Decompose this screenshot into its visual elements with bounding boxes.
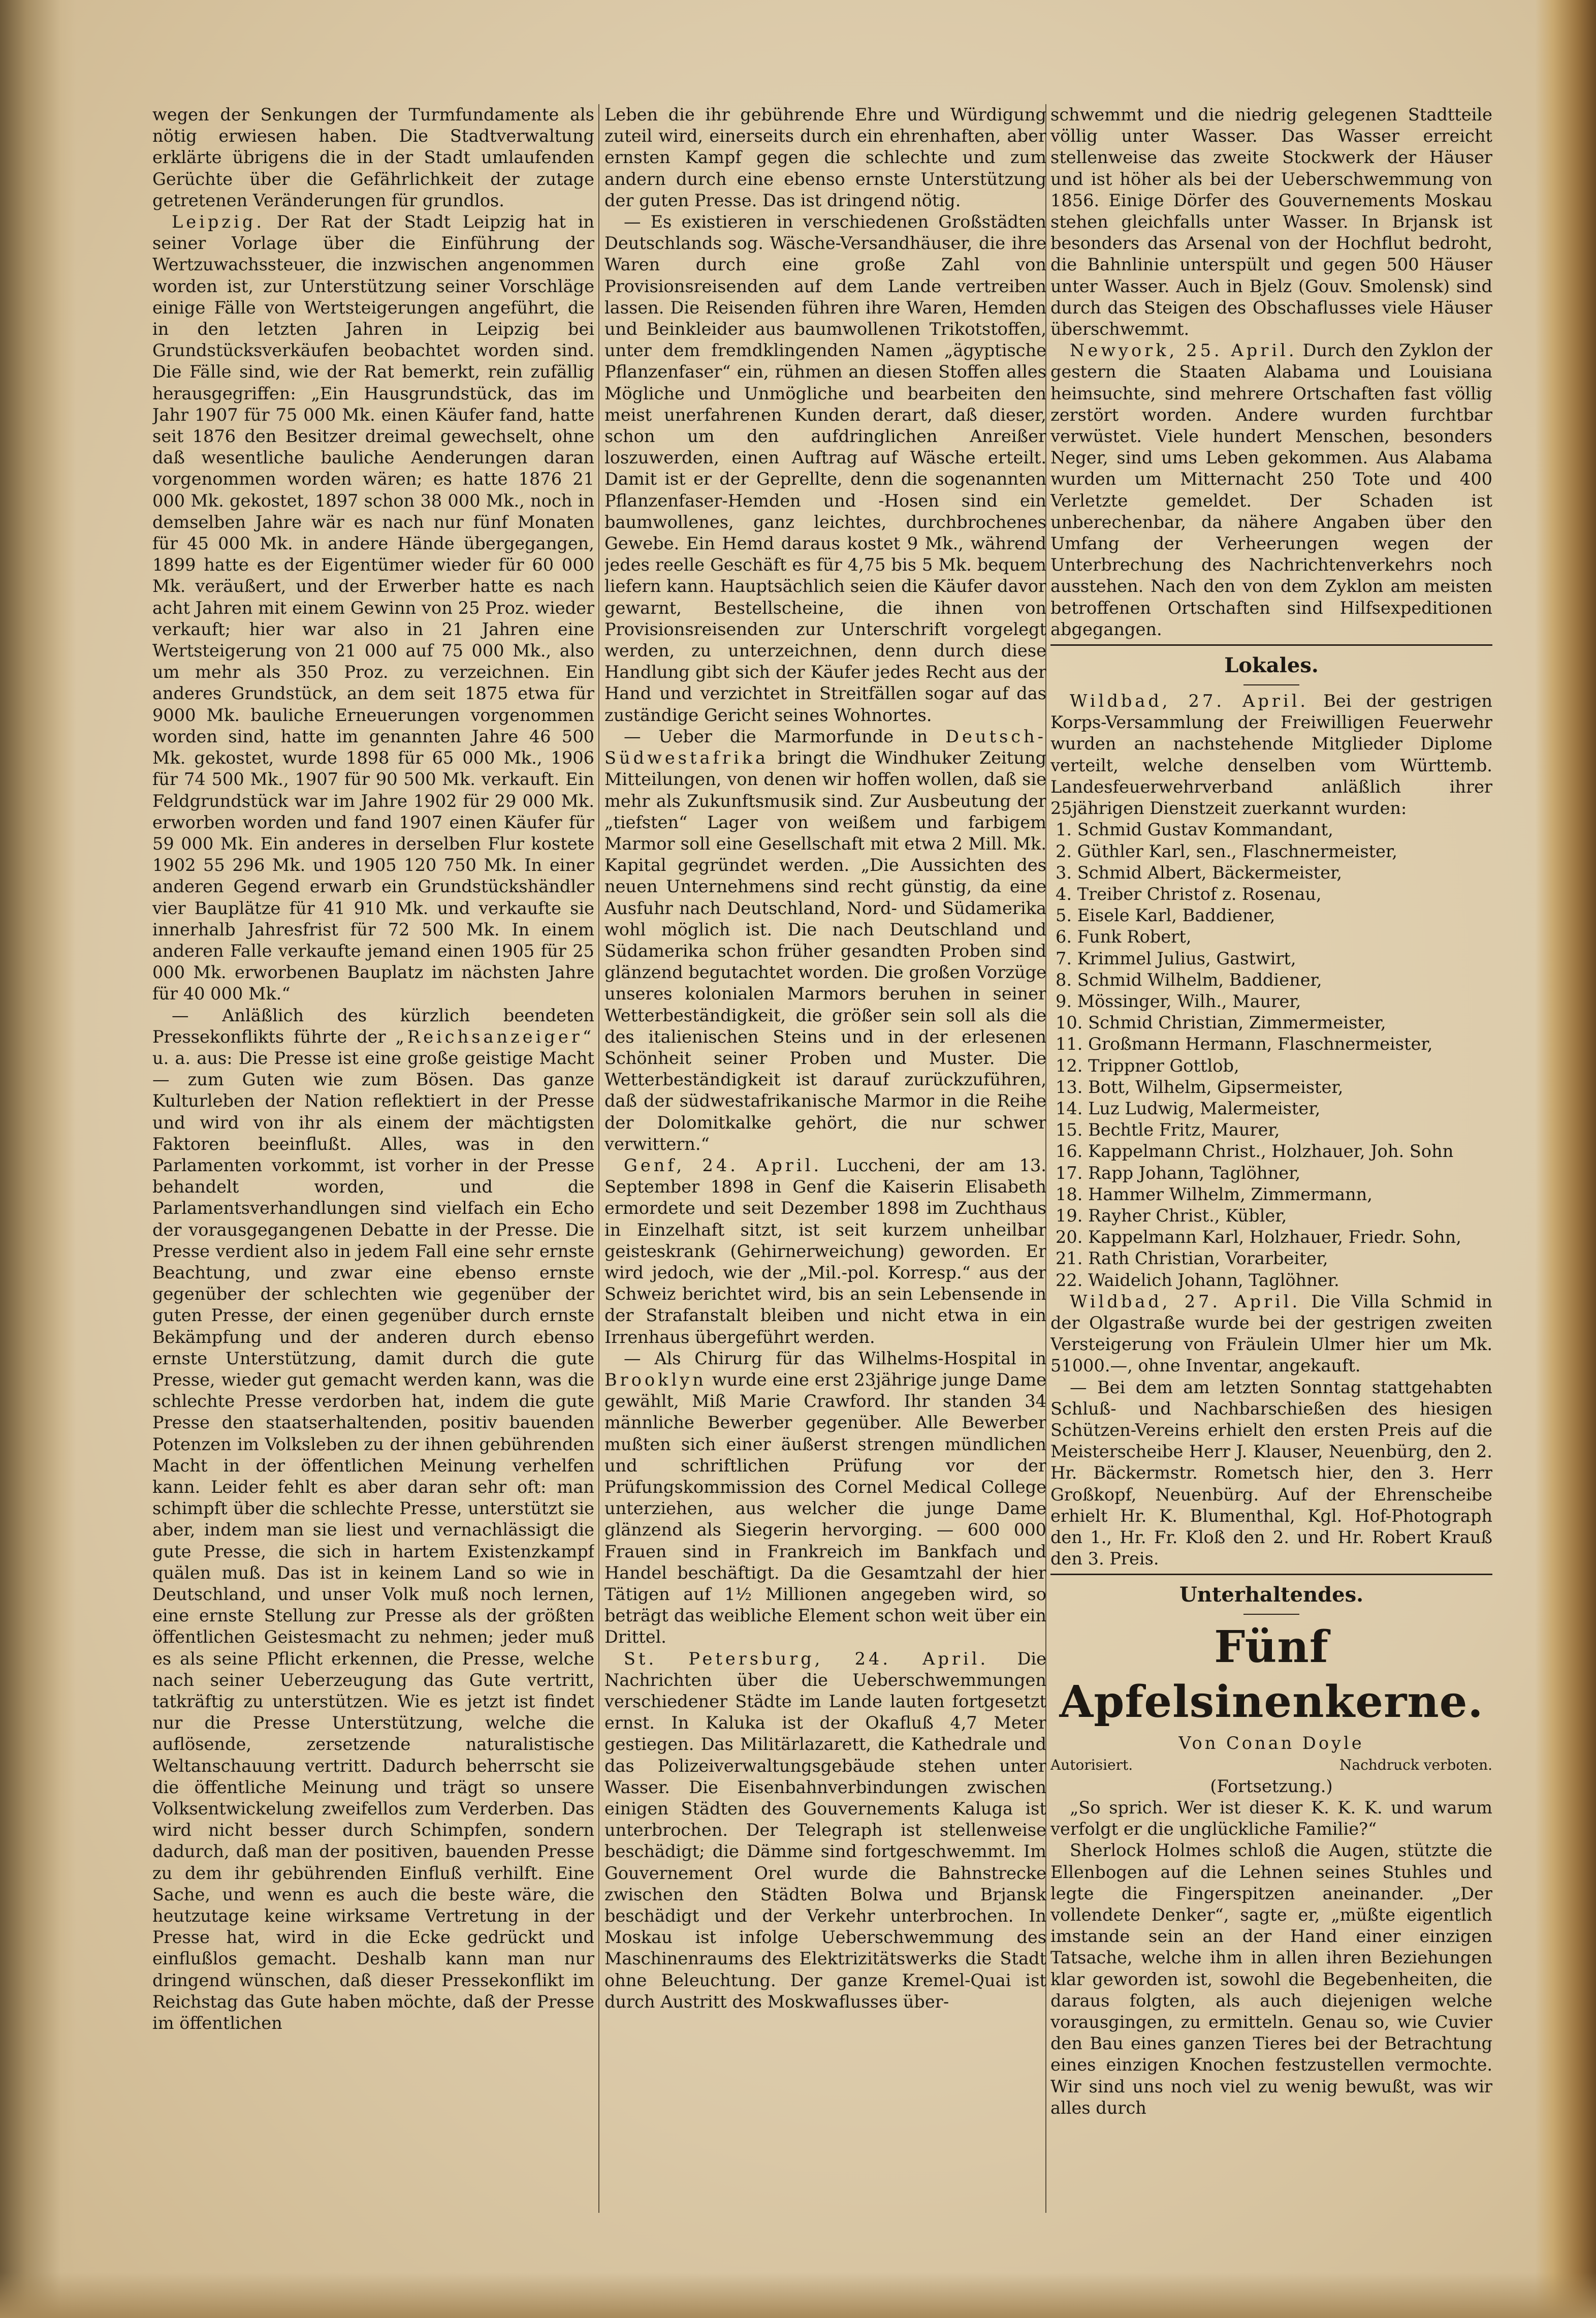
article-villa (1050, 1291, 1492, 1377)
list-item: 21. Rath Christian, Vorarbeiter, (1056, 1248, 1328, 1269)
list-item: 8. Schmid Wilhelm, Baddiener, (1056, 969, 1322, 990)
article-brooklyn (604, 1348, 1046, 1648)
article-text: Bei der gestrigen Korps-Versammlung der Freiwilligen Feuerwehr wurden an nachstehende Mitglieder Diplome verteilt, welche denselben vom Württemb. Landesfeuerwehrverband anläßlich ihrer 25jährigen Dienstzeit zuerkannt wurden: (1050, 691, 1492, 819)
article-text: — Anläßlich des kürzlich beendeten Pressekonflikts führte der (152, 1005, 594, 1047)
article-waesche: — Es existieren in verschiedenen Großstädten Deutschlands sog. Wäsche-Versandhäuser, die ihre Waren durch eine große Zahl von Provisionsreisenden auf dem Lande vertreiben lassen. Die Reisenden führen ihre Waren, Hemden und Beinkleider aus baumwollenen Trikotstoffen, unter dem fremdklingenden Namen „ägyptische Pflanzenfaser“ ein, rühmen an diesen Stoffen alles Mögliche und Unmögliche und bearbeiten den meist unerfahrenen Kunden derart, daß dieser, schon um den aufdringlichen Anreißer loszuwerden, einen Auftrag auf Wäsche erteilt. Damit ist er der Geprellte, denn die sogenannten Pflanzenfaser-Hemden und -Hosen sind ein baumwollenes, ganz leichtes, durchbrochenes Gewebe. Ein Hemd daraus kostet 9 Mk., während jedes reelle Geschäft es für 4,75 bis 5 Mk. bequem liefern kann. Hauptsächlich seien die Käufer davor gewarnt, Bestellscheine, die ihnen von Provisionsreisenden zur Unterschrift vorgelegt werden, zu unterzeichnen, denn durch diese Handlung gibt sich der Käufer jedes Recht aus der Hand und verzichtet in Streitfällen sogar auf das zuständige Gericht seines Wohnortes. (604, 212, 1046, 725)
list-item: 13. Bott, Wilhelm, Gipsermeister, (1056, 1077, 1344, 1097)
story-text: Sherlock Holmes schloß die Augen, stützte die Ellenbogen auf die Lehnen seines Stuhles und legte die Fingerspitzen aneinander. „Der vollendete Denker“, sagte er, „müßte eigentlich imstande sein an der Hand einer einzigen Tatsache, welche ihm in allen ihren Beziehungen klar geworden ist, sowohl die Begebenheiten, die daraus folgten, als auch diejenigen welche vorausgingen, zu ermitteln. Genau so, wie Cuvier den Bau eines ganzen Tieres bei der Betrachtung eines einzigen Knochen festzustellen vermochte. Wir sind uns noch viel zu wenig bewußt, was wir alles durch (1050, 1840, 1492, 2118)
list-item: 16. Kappelmann Christ., Holzhauer, Joh. Sohn (1056, 1141, 1454, 1162)
list-item: 14. Luz Ludwig, Malermeister, (1056, 1098, 1321, 1118)
article-text: schwemmt und die niedrig gelegenen Stadtteile völlig unter Wasser. Das Wasser erreicht stellenweise das zweite Stockwerk der Häuser und ist höher als bei der Ueberschwemmung von 1856. Einige Dörfer des Gouvernements Moskau stehen gleichfalls unter Wasser. In Brjansk ist besonders das Arsenal von der Hochflut bedroht, die Bahnlinie unterspült und gegen 500 Häuser unter Wasser. Auch in Bjelz (Gouv. Smolensk) sind durch das Steigen des Obschaflusses viele Häuser überschwemmt. (1050, 105, 1492, 339)
story-meta (1050, 1755, 1492, 1776)
dateline: Wildbad, 27. April. (1070, 691, 1309, 711)
article-genf (604, 1155, 1046, 1348)
column-1 (152, 104, 594, 2238)
heading-underline (1243, 1614, 1299, 1615)
honoree-list (1050, 819, 1492, 1291)
article-schuetzen: — Bei dem am letzten Sonntag stattgehabten Schluß- und Nachbarschießen des hiesigen Schützen-Vereins erhielt den ersten Preis auf die Meisterscheibe Herr J. Klauser, Neuenbürg, den 2. Hr. Bäckermstr. Rometsch hier, den 3. Herr Großkopf, Neuenbürg. Auf der Ehrenscheibe erhielt Hr. K. Blumenthal, Kgl. Hof-Photograph den 1., Hr. Fr. Kloß den 2. und Hr. Robert Krauß den 3. Preis. (1050, 1377, 1492, 1569)
article-text: Durch den Zyklon der gestern die Staaten Alabama und Louisiana heimsuchte, sind mehrere Ortschaften fast völlig zerstört worden. Andere wurden furchtbar verwüstet. Viele hundert Menschen, besonders Neger, sind ums Leben gekommen. Aus Alabama wurden um Mitternacht 250 Tote und 400 Verletzte gemeldet. Der Schaden ist unberechenbar, da nähere Angaben über den Umfang der Verheerungen wegen der Unterbrechung des Nachrichtenverkehrs noch ausstehen. Nach den von dem Zyklon am meisten betroffenen Ortschaften sind Hilfsexpeditionen abgegangen. (1050, 340, 1492, 639)
binding-gutter (0, 0, 76, 2318)
publication-name: „Reichsanzeiger“ (395, 1026, 594, 1047)
article-text: Der Rat der Stadt Leipzig hat in seiner Vorlage über die Einführung der Wertzuwachssteuer, die inzwischen angenommen worden ist, zur Unterstützung seiner Vorschläge einige Fälle von Wertsteigerungen angeführt, die in den letzten Jahren in Leipzig bei Grundstücksverkäufen beobachtet worden sind. Die Fälle sind, wie der Rat bemerkt, rein zufällig herausgegriffen: „Ein Hausgrundstück, das im Jahr 1907 für 75 000 Mk. einen Käufer fand, hatte seit 1876 den Besitzer dreimal gewechselt, ohne daß wesentliche bauliche Aenderungen daran vorgenommen worden wären; es hatte 1876 21 000 Mk. gekostet, 1897 schon 38 000 Mk., noch in demselben Jahre wär es nach nur fünf Monaten für 45 000 Mk. in andere Hände übergegangen, 1899 hatte es der Eigentümer wieder für 60 000 Mk. veräußert, und der Erwerber hatte es nach acht Jahren mit einem Gewinn von 25 Proz. wieder verkauft; hier war also in 21 Jahren eine Wertsteigerung von 21 000 auf 75 000 Mk., also um mehr als 350 Proz. zu verzeichnen. Ein anderes Grundstück, an dem seit 1875 etwa für 9000 Mk. bauliche Erneuerungen vorgenommen worden sind, hatte im genannten Jahre 46 500 Mk. gekostet, wurde 1898 für 65 000 Mk., 1906 für 74 500 Mk., 1907 für 90 500 Mk. verkauft. Ein Feldgrundstück war im Jahre 1902 für 29 000 Mk. erworben worden und fand 1907 einen Käufer für 59 000 Mk. Ein anderes in derselben Flur kostete 1902 55 296 Mk. und 1905 120 750 Mk. In einer anderen Gegend erwarb ein Grundstückshändler vier Bauplätze für 41 910 Mk. und verkaufte sie innerhalb Jahresfrist für 72 500 Mk. In einem anderen Falle verkaufte jemand einen 1905 für 25 000 Mk. erworbenen Bauplatz im nächsten Jahre für 40 000 Mk.“ (152, 212, 594, 1004)
list-item: 19. Rayher Christ., Kübler, (1056, 1205, 1287, 1226)
article-text: — Als Chirurg für das Wilhelms-Hospital in (624, 1348, 1046, 1368)
list-item: 18. Hammer Wilhelm, Zimmermann, (1056, 1184, 1372, 1204)
column-2 (604, 104, 1046, 2238)
authorized-note: Autorisiert. (1050, 1756, 1133, 1773)
column-3 (1050, 104, 1492, 2238)
continuation-note: (Fortsetzung.) (1210, 1776, 1333, 1796)
story-byline: Von Conan Doyle (1178, 1733, 1364, 1753)
dateline: Genf, 24. April. (624, 1155, 822, 1175)
article-text: bringt die Windhuker Zeitung Mitteilungen, von denen wir hoffen wollen, daß sie mehr als Zukunftsmusik sind. Zur Ausbeutung der „tiefsten“ Lager von weißem und farbigem Marmor soll eine Gesellschaft mit etwa 2 Mill. Mk. Kapital gegründet werden. „Die Aussichten des neuen Unternehmens sind recht günstig, da eine Ausfuhr nach Deutschland, Nord- und Südamerika wohl möglich ist. Die nach Deutschland und Südamerika schon früher gesandten Proben sind glänzend begutachtet worden. Die großen Vorzüge unseres kolonialen Marmors beruhen in seiner Wetterbeständigkeit, die größer sein soll als die des italienischen Steins und in der erlesenen Schönheit seiner Proben und Muster. Die Wetterbeständigkeit ist darauf zurückzuführen, daß der südwestafrikanische Marmor in die Reihe der Dolomitkalke gehört, die nur schwer verwittern.“ (604, 748, 1046, 1154)
article-leipzig (152, 211, 594, 1005)
article-feuerwehr (1050, 691, 1492, 819)
page-bottom-edge (0, 2272, 1596, 2318)
dateline: St. Petersburg, 24. April. (624, 1648, 989, 1669)
article-text: Die Nachrichten über die Ueberschwemmungen verschiedener Städte im Lande lauten fortgesetzt ernst. In Kaluka ist der Okafluß 4,7 Meter gestiegen. Das Militärlazarett, die Kathedrale und das Polizeiverwaltungsgebäude stehen unter Wasser. Die Eisenbahnverbindungen zwischen einigen Städten des Gouvernements Kaluga ist unterbrochen. Der Telegraph ist stellenweise beschädigt; die Dämme sind fortgeschwemmt. Im Gouvernement Orel wurde die Bahnstrecke zwischen den Städten Bolwa und Brjansk beschädigt und der Verkehr unterbrochen. In Moskau ist infolge Ueberschwemmung des Maschinenraums des Elektrizitätswerks die Stadt ohne Beleuchtung. Der ganze Kremel-Quai ist durch Austritt des Moskwaflusses über- (604, 1648, 1046, 2012)
dateline: Wildbad, 27. April. (1070, 1291, 1301, 1311)
column-rule-1 (598, 104, 599, 2213)
article-text: Leben die ihr gebührende Ehre und Würdigung zuteil wird, einerseits durch ein ehrenhaften, aber ernsten Kampf gegen die schlechte und zum andern durch eine ebenso ernste Unterstützung der guten Presse. Das ist dringend nötig. (604, 105, 1046, 210)
section-divider (1050, 644, 1492, 646)
list-item: 12. Trippner Gottlob, (1056, 1055, 1239, 1076)
list-item: 10. Schmid Christian, Zimmermeister, (1056, 1013, 1386, 1033)
list-item: 7. Krimmel Julius, Gastwirt, (1056, 948, 1296, 968)
place-name: Brooklyn (604, 1369, 707, 1390)
dateline: Newyork, 25. April. (1070, 340, 1297, 361)
article-petersburg (604, 1648, 1046, 2013)
article-text: wegen der Senkungen der Turmfundamente als nötig erwiesen haben. Die Stadtverwaltung erklärte übrigens die in der Stadt umlaufenden Gerüchte über die Gefährlichkeit der zutage getretenen Veränderungen für grundlos. (152, 105, 594, 210)
section-heading-unterhaltendes: Unterhaltendes. (1179, 1583, 1364, 1607)
list-item: 2. Güthler Karl, sen., Flaschnermeister, (1056, 841, 1397, 861)
list-item: 11. Großmann Hermann, Flaschnermeister, (1056, 1034, 1433, 1054)
list-item: 3. Schmid Albert, Bäckermeister, (1056, 862, 1342, 883)
list-item: 15. Bechtle Fritz, Maurer, (1056, 1120, 1280, 1140)
story-text: „So sprich. Wer ist dieser K. K. K. und warum verfolgt er die unglückliche Familie?“ (1050, 1798, 1492, 1839)
list-item: 6. Funk Robert, (1056, 927, 1192, 947)
story-title: Fünf Apfelsinenkerne. (1059, 1621, 1484, 1728)
article-marmor (604, 726, 1046, 1155)
article-text: wurde eine erst 23jährige junge Dame gewählt, Miß Marie Crawford. Ihr standen 34 männliche Bewerber gegenüber. Alle Bewerber mußten sich einer äußerst strengen mündlichen und schriftlichen Prüfung vor der Prüfungskommission des Cornel Medical College unterziehen, aus welcher die junge Dame glänzend als Siegerin hervorging. — 600 000 Frauen sind in Frankreich im Bankfach und Handel beschäftigt. Da die Gesamtzahl der hier Tätigen auf 1½ Millionen angegeben wird, so beträgt das weibliche Element schon weit über ein Drittel. (604, 1369, 1046, 1647)
list-item: 9. Mössinger, Wilh., Maurer, (1056, 991, 1301, 1011)
place-name: Deutsch-Südwestafrika (604, 726, 1046, 768)
article-newyork (1050, 340, 1492, 640)
article-text: — Ueber die Marmorfunde in (624, 726, 928, 746)
article-text: u. a. aus: Die Presse ist eine große geistige Macht — zum Guten wie zum Bösen. Das ganze Kulturleben der Nation reflektiert in der Presse und wird von ihr als einem der mächtigsten Faktoren beeinflußt. Alles, was in den Parlamenten vorkommt, ist vorher in der Presse behandelt worden, und die Parlamentsverhandlungen sind vielfach ein Echo der vorausgegangenen Debatte in der Presse. Die Presse verdient also in jedem Fall eine sehr ernste Beachtung, und zwar eine ebenso ernste gegenüber der schlechten wie gegenüber der guten Presse, der einen gegenüber durch ernste Bekämpfung und der anderen durch ebenso ernste Unterstützung, damit durch die gute Presse, wieder gut gemacht werden kann, was die schlechte Presse verdorben hat, indem die gute Presse den staatserhaltenden, positiv bauenden Potenzen im Volksleben zu der ihnen gebührenden Macht in der öffentlichen Meinung verhelfen kann. Leider fehlt es aber daran sehr oft: man schimpft über die schlechte Presse, unterstützt sie aber, indem man sie liest und vernachlässigt die gute Presse, die sich in hartem Existenzkampf quälen muß. Das ist in keinem Land so wie in Deutschland, und unser Volk muß noch lernen, eine ernste Stellung zur Presse als der größten öffentlichen Geistesmacht zu nehmen; jeder muß es als seine Pflicht erkennen, die Presse, welche nach seiner Ueberzeugung das Gute vertritt, tatkräftig zu unterstützen. Wie es jetzt ist findet nur die Presse Unterstützung, welche die auflösende, zersetzende naturalistische Weltanschauung vertritt. Dadurch beherrscht sie die öffentliche Meinung und trägt so unsere Volksentwickelung zweifellos zum Verderben. Das wird nicht besser durch Schimpfen, sondern dadurch, daß man der positiven, bauenden Presse zu dem ihr gebührenden Einfluß verhilft. Eine Sache, und wenn es auch die beste wäre, die heutzutage keine wirksame Vertretung in der Presse hat, wird in die Ecke gedrückt und einflußlos gemacht. Deshalb kann man nur dringend wünschen, daß dieser Pressekonflikt im Reichstag das Gute haben möchte, daß der Presse im öffentlichen (152, 1048, 594, 2033)
section-divider (1050, 1574, 1492, 1575)
article-text: Luccheni, der am 13. September 1898 in Genf die Kaiserin Elisabeth ermordete und seit Dezember 1898 im Zuchthaus in Einzelhaft sitzt, ist seit kurzem unheilbar geisteskrank (Gehirnerweichung) geworden. Er wird jedoch, wie der „Mil.-pol. Korresp.“ aus der Schweiz berichtet wird, bis an sein Lebensende in der Strafanstalt bleiben und nicht etwa in ein Irrenhaus übergeführt werden. (604, 1155, 1046, 1347)
list-item: 4. Treiber Christof z. Rosenau, (1056, 884, 1322, 904)
list-item: 17. Rapp Johann, Taglöhner, (1056, 1163, 1301, 1183)
list-item: 1. Schmid Gustav Kommandant, (1056, 820, 1333, 840)
list-item: 5. Eisele Karl, Baddiener, (1056, 905, 1275, 926)
heading-underline (1243, 684, 1299, 685)
section-heading-lokales: Lokales. (1224, 653, 1319, 678)
article-pressekonflikt (152, 1005, 594, 2034)
dateline: Leipzig. (172, 212, 265, 232)
list-item: 22. Waidelich Johann, Taglöhner. (1056, 1270, 1339, 1290)
page-edge (1535, 0, 1596, 2318)
list-item: 20. Kappelmann Karl, Holzhauer, Friedr. Sohn, (1056, 1227, 1461, 1247)
reprint-note: Nachdruck verboten. (1339, 1756, 1492, 1773)
article-text: Die Villa Schmid in der Olgastraße wurde bei der gestrigen zweiten Versteigerung von Fräulein Ulmer hier um Mk. 51000.—, ohne Inventar, angekauft. (1050, 1291, 1492, 1376)
